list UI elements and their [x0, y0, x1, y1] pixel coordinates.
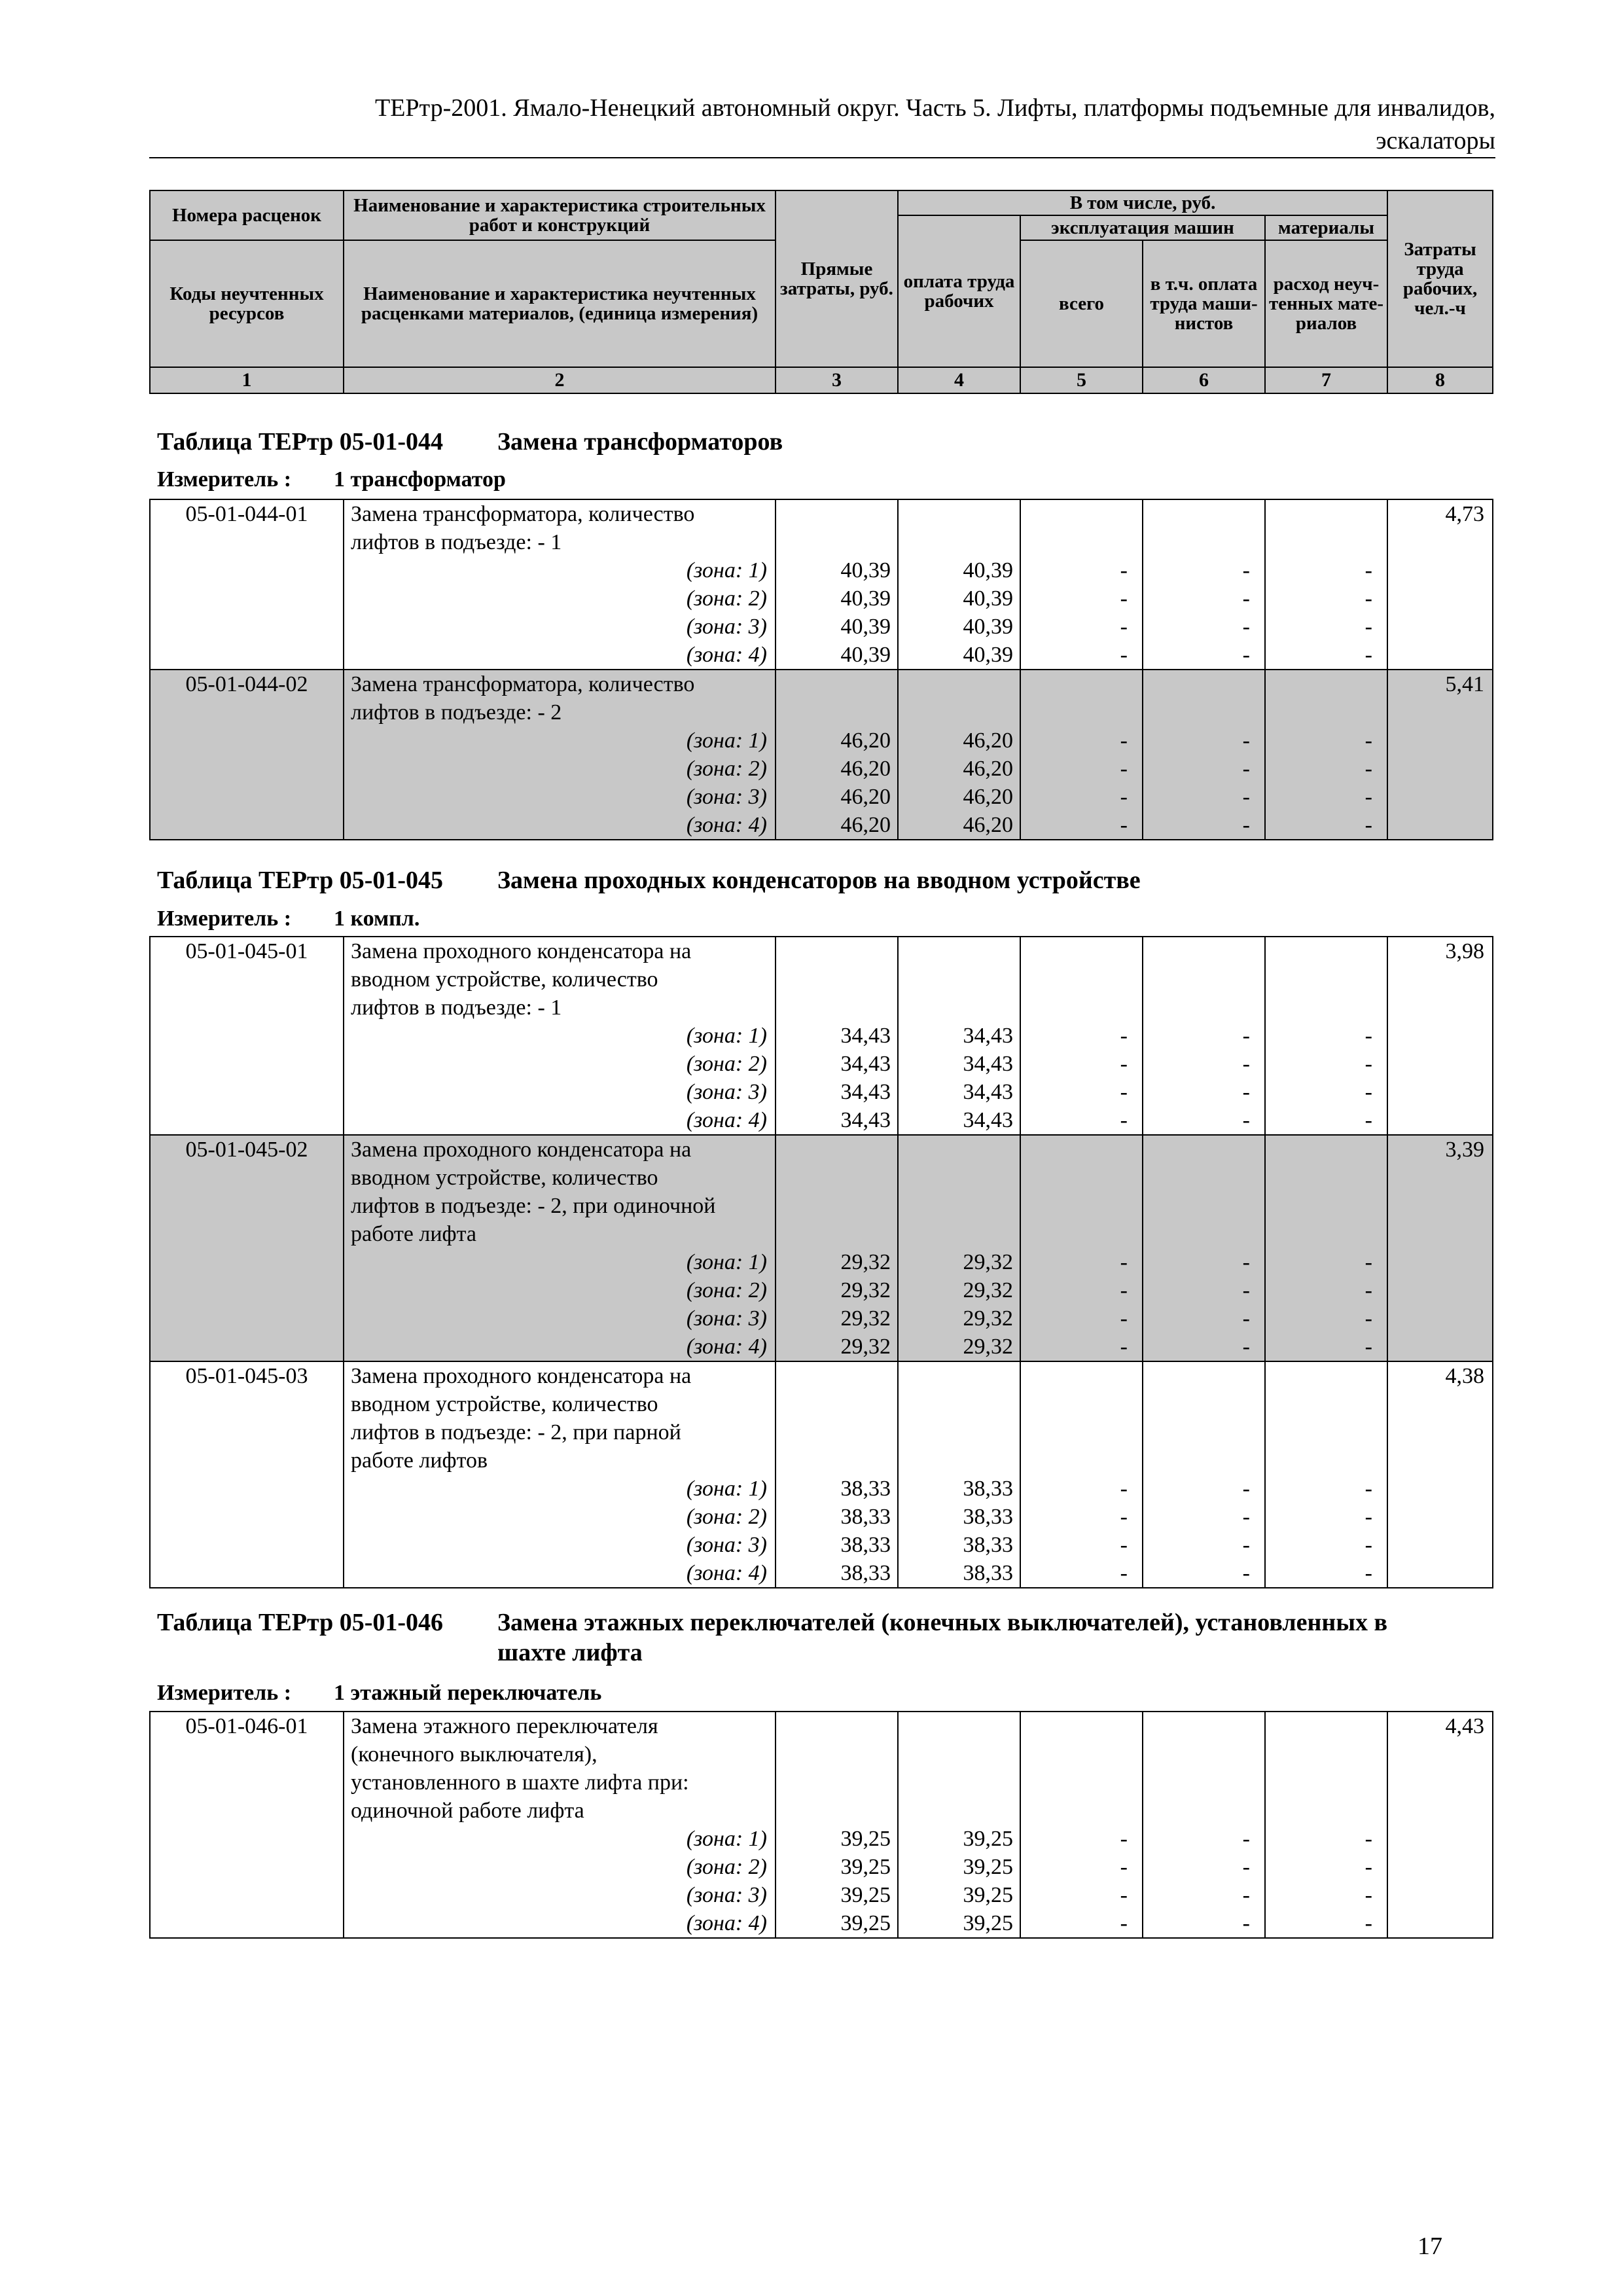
zone-label: (зона: 4): [686, 1335, 767, 1359]
worker-pay: 46,20: [963, 757, 1013, 781]
worker-pay: 38,33: [963, 1505, 1013, 1529]
head-resource-codes: Коды неучтенных ресурсов: [150, 240, 344, 367]
machinist-pay-cell: [1143, 1712, 1265, 1938]
labor-costs: 4,73: [1387, 499, 1493, 670]
description-line: работе лифтов: [351, 1448, 488, 1473]
direct-cost: 46,20: [840, 728, 891, 753]
material-usage: -: [1364, 1561, 1372, 1585]
rate-row: [150, 1135, 1493, 1361]
machines-total-cell: [1020, 499, 1143, 670]
description-line: Замена проходного конденсатора на: [351, 1364, 692, 1388]
head-work-name: Наименование и характеристика строительных работ и конструкций: [344, 190, 776, 240]
worker-pay: 29,32: [963, 1306, 1013, 1331]
description-line: установленного в шахте лифта при:: [351, 1770, 689, 1795]
worker-pay: 38,33: [963, 1561, 1013, 1585]
machines-total: -: [1120, 1533, 1128, 1557]
machinist-pay: -: [1242, 558, 1250, 583]
direct-cost: 34,43: [840, 1108, 891, 1132]
direct-cost: 38,33: [840, 1533, 891, 1557]
direct-cost: 38,33: [840, 1505, 891, 1529]
machinist-pay: -: [1242, 1561, 1250, 1585]
head-machinist-pay: в т.ч. оплата труда маши-нистов: [1143, 240, 1265, 367]
running-header-line-1: ТЕРтр-2001. Ямало-Ненецкий автономный округ. Часть 5. Лифты, платформы подъемные для инвалидов,: [375, 94, 1495, 122]
worker-pay: 29,32: [963, 1278, 1013, 1302]
material-usage: -: [1364, 1911, 1372, 1935]
zone-label: (зона: 2): [686, 1855, 767, 1879]
zone-label: (зона: 4): [686, 1108, 767, 1132]
material-usage: -: [1364, 1505, 1372, 1529]
rate-description: [344, 937, 776, 1135]
worker-pay-cell: [898, 499, 1020, 670]
worker-pay: 29,32: [963, 1335, 1013, 1359]
material-usage: -: [1364, 1024, 1372, 1048]
machinist-pay: -: [1242, 757, 1250, 781]
material-usage: -: [1364, 813, 1372, 837]
direct-cost: 40,39: [840, 586, 891, 611]
machinist-pay-cell: [1143, 670, 1265, 840]
zone-label: (зона: 1): [686, 1250, 767, 1274]
worker-pay: 38,33: [963, 1477, 1013, 1501]
machines-total: -: [1120, 1250, 1128, 1274]
material-usage: -: [1364, 1477, 1372, 1501]
measure-value: 1 компл.: [334, 906, 420, 931]
measure-value: 1 этажный переключатель: [334, 1681, 602, 1705]
worker-pay-cell: [898, 1361, 1020, 1588]
machinist-pay: -: [1242, 1335, 1250, 1359]
zone-label: (зона: 3): [686, 1306, 767, 1331]
description-line: Замена этажного переключателя: [351, 1714, 658, 1738]
worker-pay: 46,20: [963, 728, 1013, 753]
worker-pay: 29,32: [963, 1250, 1013, 1274]
material-usage: -: [1364, 1306, 1372, 1331]
description-line: лифтов в подъезде: - 1: [351, 530, 562, 554]
machines-total: -: [1120, 1052, 1128, 1076]
worker-pay: 39,25: [963, 1911, 1013, 1935]
worker-pay: 39,25: [963, 1855, 1013, 1879]
table-title: [157, 1607, 1387, 1668]
material-usage-cell: [1265, 1712, 1387, 1938]
description-line: лифтов в подъезде: - 2, при парной: [351, 1420, 681, 1444]
machines-total-cell: [1020, 937, 1143, 1135]
material-usage: -: [1364, 1108, 1372, 1132]
zone-label: (зона: 3): [686, 1533, 767, 1557]
material-usage: -: [1364, 1052, 1372, 1076]
page-number: 17: [1418, 2233, 1442, 2260]
description-line: одиночной работе лифта: [351, 1799, 584, 1823]
direct-cost: 39,25: [840, 1827, 891, 1851]
machinist-pay: -: [1242, 1052, 1250, 1076]
material-usage-cell: [1265, 670, 1387, 840]
measure-label: Измеритель :: [157, 906, 292, 931]
rate-description: [344, 670, 776, 840]
machinist-pay-cell: [1143, 499, 1265, 670]
table-name: Замена проходных конденсаторов на вводном устройстве: [497, 867, 1141, 894]
measure-value: 1 трансформатор: [334, 467, 506, 492]
direct-cost: 46,20: [840, 785, 891, 809]
col-number: 6: [1143, 367, 1265, 393]
machines-total: -: [1120, 558, 1128, 583]
direct-cost-cell: [776, 499, 898, 670]
direct-cost: 40,39: [840, 643, 891, 667]
material-usage: -: [1364, 558, 1372, 583]
direct-cost: 39,25: [840, 1855, 891, 1879]
table-title: [157, 427, 783, 457]
machines-total: -: [1120, 1505, 1128, 1529]
machinist-pay: -: [1242, 586, 1250, 611]
head-material-usage: расход неуч-тенных мате-риалов: [1265, 240, 1387, 367]
direct-cost: 29,32: [840, 1250, 891, 1274]
column-header-table: [149, 190, 1493, 394]
description-line: Замена проходного конденсатора на: [351, 1138, 692, 1162]
description-line: вводном устройстве, количество: [351, 967, 658, 992]
col-number: 8: [1387, 367, 1493, 393]
rate-row: [150, 670, 1493, 840]
direct-cost-cell: [776, 670, 898, 840]
head-rate-numbers: Номера расценок: [150, 190, 344, 240]
machinist-pay: -: [1242, 1024, 1250, 1048]
col-number: 2: [344, 367, 776, 393]
direct-cost-cell: [776, 937, 898, 1135]
machinist-pay: -: [1242, 1278, 1250, 1302]
rate-code: 05-01-045-01: [150, 937, 344, 1135]
machinist-pay: -: [1242, 1108, 1250, 1132]
rate-description: [344, 1135, 776, 1361]
material-usage: -: [1364, 785, 1372, 809]
worker-pay: 38,33: [963, 1533, 1013, 1557]
machines-total: -: [1120, 1561, 1128, 1585]
worker-pay-cell: [898, 1712, 1020, 1938]
material-usage: -: [1364, 615, 1372, 639]
rate-code: 05-01-046-01: [150, 1712, 344, 1938]
zone-label: (зона: 1): [686, 558, 767, 583]
running-header: [121, 92, 1495, 157]
machines-total: -: [1120, 1477, 1128, 1501]
machines-total: -: [1120, 1024, 1128, 1048]
direct-cost: 38,33: [840, 1561, 891, 1585]
description-line: вводном устройстве, количество: [351, 1166, 658, 1190]
zone-label: (зона: 4): [686, 1561, 767, 1585]
rate-code: 05-01-045-03: [150, 1361, 344, 1588]
labor-costs: 3,98: [1387, 937, 1493, 1135]
material-usage: -: [1364, 1827, 1372, 1851]
direct-cost: 40,39: [840, 615, 891, 639]
direct-cost-cell: [776, 1712, 898, 1938]
material-usage: -: [1364, 1883, 1372, 1907]
machinist-pay: -: [1242, 1533, 1250, 1557]
machines-total: -: [1120, 643, 1128, 667]
machines-total: -: [1120, 757, 1128, 781]
direct-cost: 39,25: [840, 1911, 891, 1935]
direct-cost: 46,20: [840, 813, 891, 837]
worker-pay: 34,43: [963, 1024, 1013, 1048]
direct-cost: 46,20: [840, 757, 891, 781]
machines-total: -: [1120, 1883, 1128, 1907]
direct-cost: 40,39: [840, 558, 891, 583]
rate-table: [149, 936, 1493, 1588]
col-number: 7: [1265, 367, 1387, 393]
description-line: лифтов в подъезде: - 2: [351, 700, 562, 725]
head-machines-group: эксплуатация машин: [1020, 215, 1265, 240]
machines-total: -: [1120, 1335, 1128, 1359]
material-usage: -: [1364, 1533, 1372, 1557]
description-line: Замена проходного конденсатора на: [351, 939, 692, 963]
measure-label: Измеритель :: [157, 467, 292, 492]
labor-costs: 4,43: [1387, 1712, 1493, 1938]
zone-label: (зона: 3): [686, 785, 767, 809]
labor-costs: 5,41: [1387, 670, 1493, 840]
head-material-name: Наименование и характеристика неучтенных расценками материалов, (единица измерения): [344, 240, 776, 367]
head-labor-costs: Затраты труда рабочих, чел.-ч: [1387, 190, 1493, 367]
machines-total: -: [1120, 728, 1128, 753]
worker-pay: 40,39: [963, 558, 1013, 583]
worker-pay: 40,39: [963, 586, 1013, 611]
table-name: Замена трансформаторов: [497, 428, 783, 456]
worker-pay-cell: [898, 670, 1020, 840]
description-line: (конечного выключателя),: [351, 1742, 597, 1767]
zone-label: (зона: 3): [686, 615, 767, 639]
material-usage: -: [1364, 728, 1372, 753]
header-rule: [149, 157, 1495, 158]
material-usage: -: [1364, 1278, 1372, 1302]
rate-description: [344, 1712, 776, 1938]
head-worker-pay: оплата труда рабочих: [898, 215, 1020, 367]
machines-total: -: [1120, 1080, 1128, 1104]
machinist-pay: -: [1242, 1080, 1250, 1104]
zone-label: (зона: 1): [686, 1024, 767, 1048]
head-direct-costs: Прямые затраты, руб.: [776, 190, 898, 367]
machines-total-cell: [1020, 1135, 1143, 1361]
direct-cost: 39,25: [840, 1883, 891, 1907]
zone-label: (зона: 3): [686, 1883, 767, 1907]
rate-row: [150, 499, 1493, 670]
rate-row: [150, 1361, 1493, 1588]
material-usage: -: [1364, 1855, 1372, 1879]
rate-description: [344, 499, 776, 670]
machines-total: -: [1120, 785, 1128, 809]
machinist-pay-cell: [1143, 1135, 1265, 1361]
description-line: работе лифта: [351, 1222, 476, 1246]
description-line: лифтов в подъезде: - 1: [351, 996, 562, 1020]
worker-pay: 40,39: [963, 643, 1013, 667]
direct-cost: 29,32: [840, 1335, 891, 1359]
machines-total: -: [1120, 615, 1128, 639]
material-usage-cell: [1265, 499, 1387, 670]
measure-line: [157, 1679, 601, 1707]
measure-line: [157, 905, 419, 933]
worker-pay: 39,25: [963, 1827, 1013, 1851]
machinist-pay: -: [1242, 643, 1250, 667]
material-usage: -: [1364, 1250, 1372, 1274]
material-usage-cell: [1265, 937, 1387, 1135]
col-number: 1: [150, 367, 344, 393]
machines-total: -: [1120, 1108, 1128, 1132]
material-usage: -: [1364, 586, 1372, 611]
measure-line: [157, 466, 506, 493]
col-number: 5: [1020, 367, 1143, 393]
machines-total-cell: [1020, 670, 1143, 840]
rate-table: [149, 1711, 1493, 1939]
machinist-pay: -: [1242, 1505, 1250, 1529]
worker-pay: 34,43: [963, 1052, 1013, 1076]
rate-code: 05-01-044-01: [150, 499, 344, 670]
col-number: 3: [776, 367, 898, 393]
material-usage: -: [1364, 1335, 1372, 1359]
description-line: Замена трансформатора, количество: [351, 502, 695, 526]
material-usage-cell: [1265, 1135, 1387, 1361]
rate-description: [344, 1361, 776, 1588]
machinist-pay-cell: [1143, 1361, 1265, 1588]
table-name-line-1: Замена этажных переключателей (конечных выключателей), установленных в: [497, 1609, 1388, 1636]
zone-label: (зона: 4): [686, 1911, 767, 1935]
zone-label: (зона: 2): [686, 1052, 767, 1076]
description-line: лифтов в подъезде: - 2, при одиночной: [351, 1194, 716, 1218]
rate-code: 05-01-044-02: [150, 670, 344, 840]
table-name-line-2: шахте лифта: [497, 1639, 643, 1666]
table-code: Таблица ТЕРтр 05-01-046: [157, 1609, 444, 1636]
direct-cost-cell: [776, 1361, 898, 1588]
machines-total: -: [1120, 813, 1128, 837]
table-title: [157, 865, 1141, 895]
labor-costs: 3,39: [1387, 1135, 1493, 1361]
zone-label: (зона: 2): [686, 586, 767, 611]
machinist-pay: -: [1242, 1883, 1250, 1907]
worker-pay: 46,20: [963, 813, 1013, 837]
measure-label: Измеритель :: [157, 1681, 292, 1705]
machinist-pay: -: [1242, 785, 1250, 809]
head-machines-total: всего: [1020, 240, 1143, 367]
machines-total-cell: [1020, 1712, 1143, 1938]
material-usage: -: [1364, 757, 1372, 781]
machines-total: -: [1120, 1306, 1128, 1331]
zone-label: (зона: 1): [686, 1477, 767, 1501]
machinist-pay: -: [1242, 728, 1250, 753]
head-including-group: В том числе, руб.: [898, 190, 1387, 215]
direct-cost: 34,43: [840, 1080, 891, 1104]
machinist-pay: -: [1242, 1911, 1250, 1935]
material-usage-cell: [1265, 1361, 1387, 1588]
worker-pay-cell: [898, 1135, 1020, 1361]
zone-label: (зона: 1): [686, 1827, 767, 1851]
worker-pay: 46,20: [963, 785, 1013, 809]
zone-label: (зона: 2): [686, 1278, 767, 1302]
machines-total: -: [1120, 1911, 1128, 1935]
machinist-pay: -: [1242, 1855, 1250, 1879]
description-line: Замена трансформатора, количество: [351, 672, 695, 696]
rate-row: [150, 937, 1493, 1135]
zone-label: (зона: 2): [686, 757, 767, 781]
rate-code: 05-01-045-02: [150, 1135, 344, 1361]
material-usage: -: [1364, 1080, 1372, 1104]
labor-costs: 4,38: [1387, 1361, 1493, 1588]
machinist-pay: -: [1242, 1250, 1250, 1274]
rate-row: [150, 1712, 1493, 1938]
rate-table: [149, 499, 1493, 840]
direct-cost: 34,43: [840, 1052, 891, 1076]
zone-label: (зона: 1): [686, 728, 767, 753]
table-code: Таблица ТЕРтр 05-01-045: [157, 867, 444, 894]
machinist-pay: -: [1242, 1477, 1250, 1501]
direct-cost: 29,32: [840, 1278, 891, 1302]
material-usage: -: [1364, 643, 1372, 667]
direct-cost: 34,43: [840, 1024, 891, 1048]
direct-cost: 29,32: [840, 1306, 891, 1331]
table-code: Таблица ТЕРтр 05-01-044: [157, 428, 444, 456]
worker-pay: 39,25: [963, 1883, 1013, 1907]
col-number: 4: [898, 367, 1020, 393]
zone-label: (зона: 2): [686, 1505, 767, 1529]
zone-label: (зона: 4): [686, 813, 767, 837]
worker-pay: 34,43: [963, 1108, 1013, 1132]
worker-pay: 40,39: [963, 615, 1013, 639]
machines-total: -: [1120, 1827, 1128, 1851]
direct-cost: 38,33: [840, 1477, 891, 1501]
machines-total: -: [1120, 586, 1128, 611]
running-header-line-2: эскалаторы: [1376, 127, 1495, 154]
machinist-pay-cell: [1143, 937, 1265, 1135]
machines-total-cell: [1020, 1361, 1143, 1588]
machinist-pay: -: [1242, 1306, 1250, 1331]
zone-label: (зона: 3): [686, 1080, 767, 1104]
worker-pay-cell: [898, 937, 1020, 1135]
machinist-pay: -: [1242, 813, 1250, 837]
direct-cost-cell: [776, 1135, 898, 1361]
zone-label: (зона: 4): [686, 643, 767, 667]
machines-total: -: [1120, 1278, 1128, 1302]
machinist-pay: -: [1242, 1827, 1250, 1851]
machines-total: -: [1120, 1855, 1128, 1879]
head-materials-group: материалы: [1265, 215, 1387, 240]
worker-pay: 34,43: [963, 1080, 1013, 1104]
machinist-pay: -: [1242, 615, 1250, 639]
description-line: вводном устройстве, количество: [351, 1392, 658, 1416]
